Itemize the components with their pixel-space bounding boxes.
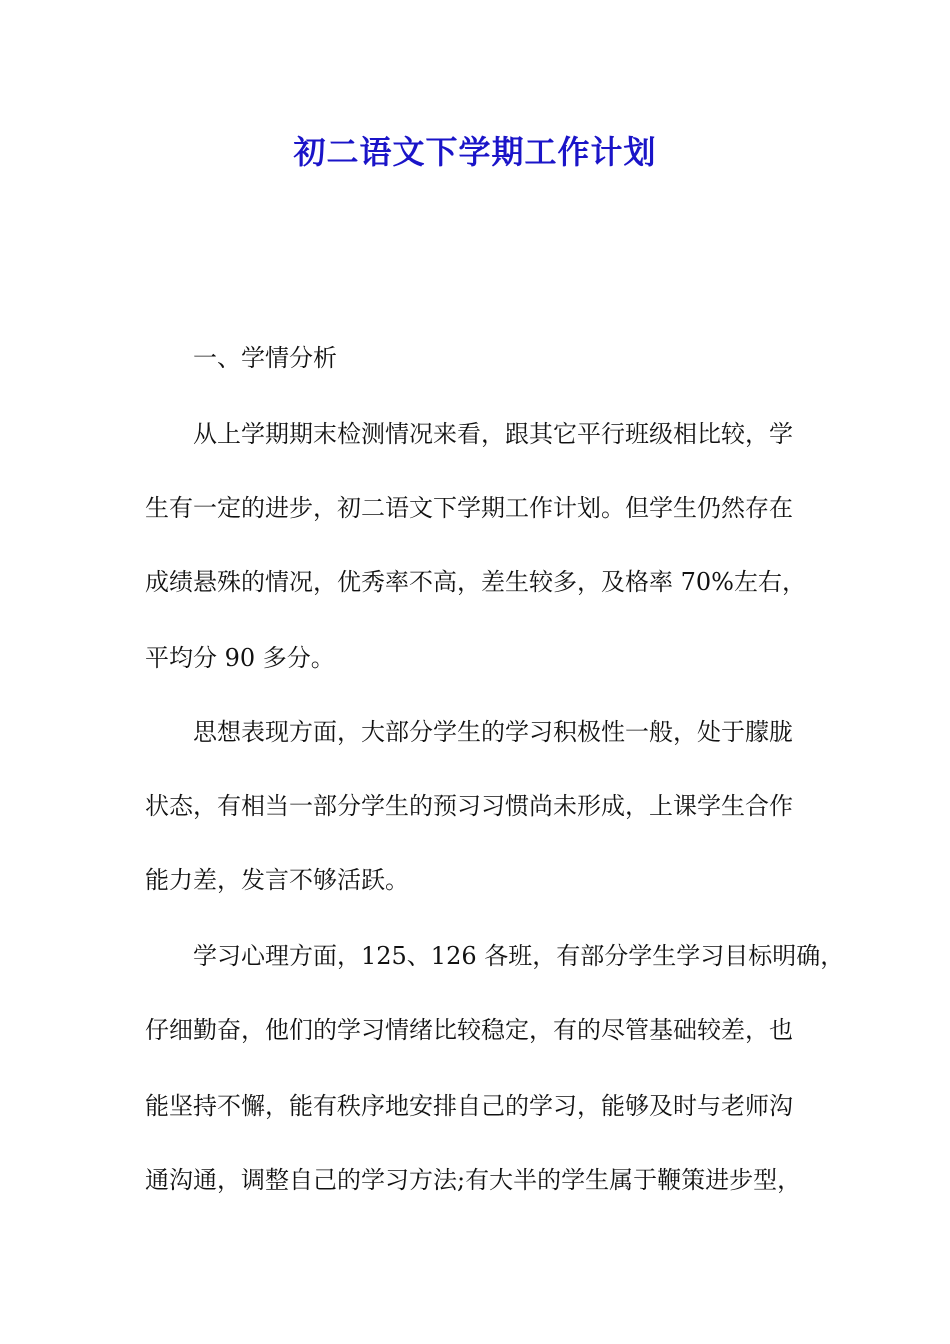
paragraph-3-line-1: 学习心理方面，125、126 各班，有部分学生学习目标明确，	[193, 942, 845, 970]
document-title: 初二语文下学期工作计划	[293, 133, 657, 171]
paragraph-1-line-1: 从上学期期末检测情况来看，跟其它平行班级相比较，学	[193, 420, 793, 448]
paragraph-3-line-2: 仔细勤奋，他们的学习情绪比较稳定，有的尽管基础较差，也	[145, 1016, 793, 1044]
paragraph-1-line-2: 生有一定的进步，初二语文下学期工作计划。但学生仍然存在	[145, 494, 793, 522]
section-heading-1: 一、学情分析	[193, 344, 337, 372]
paragraph-3-line-3: 能坚持不懈，能有秩序地安排自己的学习，能够及时与老师沟	[145, 1092, 793, 1120]
paragraph-1-line-4: 平均分 90 多分。	[145, 644, 335, 672]
paragraph-2-line-3: 能力差，发言不够活跃。	[145, 866, 409, 894]
paragraph-2-line-1: 思想表现方面，大部分学生的学习积极性一般，处于朦胧	[193, 718, 793, 746]
paragraph-1-line-3: 成绩悬殊的情况，优秀率不高，差生较多，及格率 70%左右，	[145, 568, 806, 596]
paragraph-3-line-4: 通沟通，调整自己的学习方法;有大半的学生属于鞭策进步型，	[145, 1166, 802, 1194]
paragraph-2-line-2: 状态，有相当一部分学生的预习习惯尚未形成，上课学生合作	[145, 792, 793, 820]
